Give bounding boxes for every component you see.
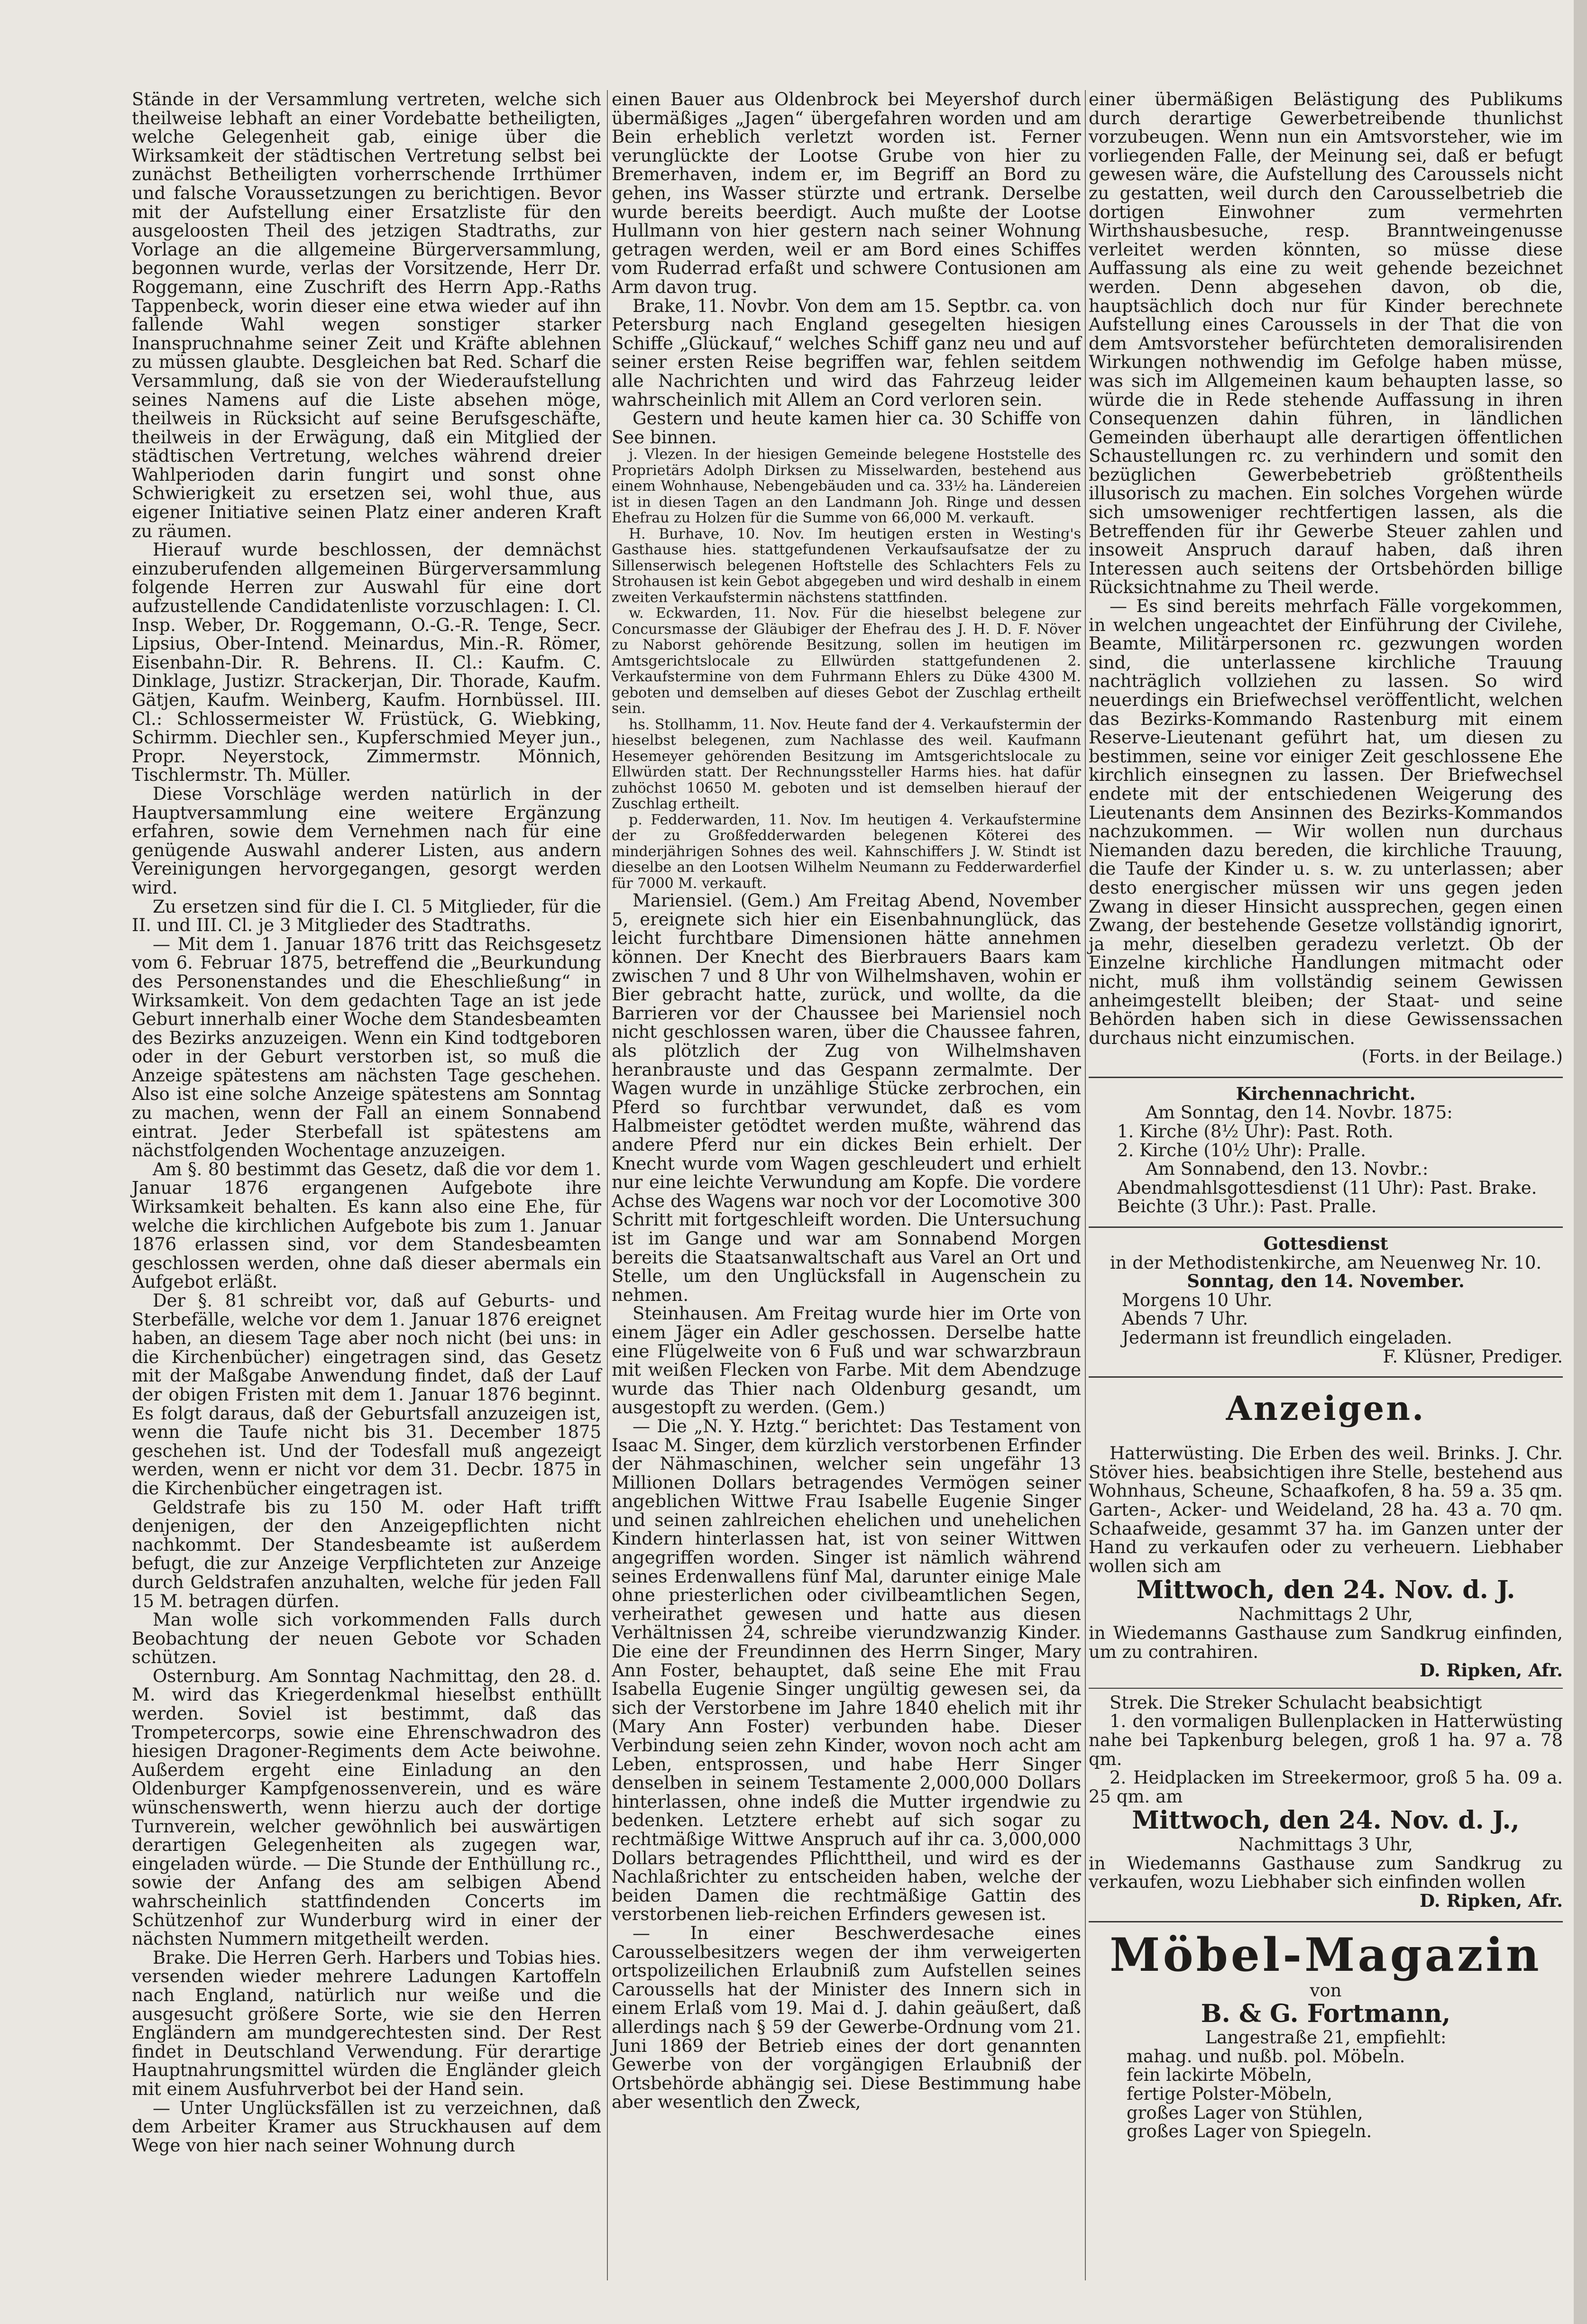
ad-time: Nachmittags 3 Uhr, (1238, 1834, 1413, 1855)
article-paragraph: Der §. 81 schreibt vor, daß auf Geburts- und Sterbefälle, welche vor dem 1. Januar 1876 ereignet haben, an diesem Tage aber noch nicht (bei uns: in die Kirchenbücher) eingetragen sind, das Gesetz mit der Maßgabe Anwendung findet, daß der Lauf der obigen Fristen mit dem 1. Januar 1876 beginnt. Es folgt daraus, daß der Geburtsfall anzuzeigen ist, wenn die Taufe nicht bis 31. December 1875 geschehen ist. Und der Todesfall muß angezeigt werden, wenn er nicht vor dem 31. Decbr. 1875 in die Kirchenbücher eingetragen ist. (132, 1290, 601, 1499)
column-divider (607, 90, 608, 2280)
article-paragraph: Mariensiel. (Gem.) Am Freitag Abend, November 5, ereignete sich hier ein Eisenbahnunglück, das leicht furchtbare Dimensionen hätte annehmen können. Der Knecht des Bierbrauers Baars kam zwischen 7 und 8 Uhr von Wilhelmshaven, wohin er Bier gebracht hatte, zurück, und wollte, da die Barrieren vor der Chaussee bei Mariensiel noch nicht geschlossen waren, über die Chaussee fahren, als plötzlich der Zug von Wilhelmshaven heranbrauste und das Gespann zermalmte. Der Wagen wurde in unzählige Stücke zerbrochen, ein Pferd so furchtbar verwundet, daß es vom Halbmeister getödtet werden mußte, während das andere Pferd nur ein dickes Bein erhielt. Der Knecht wurde vom Wagen geschleudert und erhielt nur eine leichte Verwundung am Kopfe. Die vordere Achse des Wagens war noch vor der Locomotive 300 Schritt mit fortgeschleift worden. Die Untersuchung ist im Gange und war am Sonnabend Morgen bereits die Staatsanwaltschaft aus Varel an Ort und Stelle, um den Unglücksfall in Augenschein zu nehmen. (612, 890, 1081, 1305)
furniture-ad-items (1127, 2047, 1563, 2141)
column-3 (1089, 90, 1563, 2141)
article-paragraph: — Unter Unglücksfällen ist zu verzeichnen, daß dem Arbeiter Kramer aus Struckhausen auf dem Wege von hier nach seiner Wohnung durch (132, 2097, 601, 2156)
ad-place: in Wiedemanns Gasthause zum Sandkrug zu verkaufen, wozu Liebhaber sich einfinden wollen (1089, 1853, 1563, 1893)
service-notice-title: Gottesdienst (1263, 1233, 1388, 1254)
church-notice-title: Kirchennachricht. (1236, 1083, 1416, 1104)
continuation-note: (Forts. in der Beilage.) (1361, 1046, 1563, 1067)
ad-text: Hatterwüsting. Die Erben des weil. Brinks. J. Chr. Stöver hies. beabsichtigen ihre Stelle, bestehend aus Wohnhaus, Scheune, Schaafkofen, 8 ha. 59 a. 35 qm. Garten-, Acker- und Weideland, 28 ha. 43 a. 70 qm. Schaafweide, gesammt 37 ha. im Ganzen unter der Hand zu verkaufen oder zu verheuern. Liebhaber wollen sich am (1089, 1443, 1563, 1576)
sales-notice: hs. Stollhamm, 11. Nov. Heute fand der 4. Verkaufstermin der hieselbst belegenen, zum Nachlasse des weil. Kaufmann Hesemeyer gehörenden Besitzung im Amtsgerichtslocale zu Ellwürden statt. Der Rechnungssteller Harms hies. hat dafür zuhöchst 10650 M. geboten und ist demselben hierauf der Zuschlag ertheilt. (612, 716, 1081, 813)
service-invite: Jedermann ist freundlich eingeladen. (1122, 1327, 1452, 1348)
article-paragraph: — Die „N. Y. Hztg.“ berichtet: Das Testament von Isaac M. Singer, dem kürzlich verstorbenen Erfinder der Nähmaschinen, welcher sein ungefähr 13 Millionen Dollars betragendes Vermögen seiner angeblichen Wittwe Frau Isabelle Eugenie Singer und seinen zahlreichen ehelichen und unehelichen Kindern hinterlassen hat, ist von seiner Wittwen angegriffen worden. Singer ist nämlich während seines Erdenwallens fünf Mal, darunter einige Male ohne priesterlichen oder civilbeamtlichen Segen, verheirathet gewesen und hatte aus diesen Verhältnissen 24, schreibe vierundzwanzig Kinder. Die eine der Freundinnen des Herrn Singer, Mary Ann Foster, behauptet, daß seine Ehe mit Frau Isabella Eugenie Singer ungültig gewesen sei, da sich der Verstorbene im Jahre 1840 ehelich mit ihr (Mary Ann Foster) verbunden habe. Dieser Verbindung seien zehn Kinder, wovon noch acht am Leben, entsprossen, und habe Herr Singer denselben in seinem Testamente 2,000,000 Dollars hinterlassen, ohne indeß die Mutter irgendwie zu bedenken. Letztere erhebt auf sich sogar zu rechtmäßige Wittwe Anspruch auf ihr ca. 3,000,000 Dollars betragendes Pflichttheil, und wird es der Nachlaßrichter zu entscheiden haben, welche der beiden Damen die rechtmäßige Gattin des verstorbenen lieb-reichen Erfinders gewesen ist. (612, 1416, 1081, 1925)
section-rule (1089, 1077, 1563, 1078)
service-signature: F. Klüsner, Prediger. (1383, 1346, 1563, 1367)
article-paragraph: Geldstrafe bis zu 150 M. oder Haft trifft denjenigen, der den Anzeigepflichten nicht nachkommt. Der Standesbeamte ist außerdem befugt, die zur Anzeige Verpflichteten zur Anzeige durch Geldstrafen anzuhalten, welche für jeden Fall 15 M. betragen dürfen. (132, 1497, 601, 1611)
article-paragraph: Brake. Die Herren Gerh. Harbers und Tobias hies. versenden wieder mehrere Ladungen Kartoffeln nach England, natürlich nur weiße und die ausgesucht größere Sorte, wie sie den Herren Engländern am mundgerechtesten sind. Der Rest findet in Deutschland Verwendung. Für derartige Hauptnahrungsmittel würden die Engländer gleich mit einem Ausfuhrverbot bei der Hand sein. (132, 1947, 601, 2099)
article-paragraph: — Mit dem 1. Januar 1876 tritt das Reichsgesetz vom 6. Februar 1875, betreffend die „Beurkundung des Personenstandes und die Eheschließung“ in Wirksamkeit. Von dem gedachten Tage an ist jede Geburt innerhalb einer Woche dem Standesbeamten des Bezirks anzuzeigen. Wenn ein Kind todtgeboren oder in der Geburt verstorben ist, so muß die Anzeige spätestens am nächsten Tage geschehen. Also ist eine solche Anzeige spätestens am Sonntag zu machen, wenn der Fall an einem Sonnabend eintrat. Jeder Sterbefall ist spätestens am nächstfolgenden Wochentage anzuzeigen. (132, 933, 601, 1161)
article-paragraph: einer übermäßigen Belästigung des Publikums durch derartige Gewerbetreibende thunlichst vorzubeugen. Wenn nun ein Amtsvorsteher, wie im vorliegenden Falle, der Meinung sei, daß er befugt gewesen wäre, die Aufstellung des Caroussels nicht zu gestatten, weil durch den Carousselbetrieb die dortigen Einwohner zum vermehrten Wirthshausbesuche, resp. Branntweingenusse verleitet werden könnten, so müsse diese Auffassung als eine zu weit gehende bezeichnet werden. Denn abgesehen davon, ob die, hauptsächlich doch nur für Kinder berechnete Aufstellung eines Caroussels in der That die von dem Amtsvorsteher befürchteten demoralisirenden Wirkungen nothwendig im Gefolge haben müsse, was sich im Allgemeinen kaum behaupten lasse, so würde die in Rede stehende Auffassung in ihren Consequenzen dahin führen, in ländlichen Gemeinden überhaupt alle derartigen öffentlichen Schaustellungen rc. zu verhindern und somit den bezüglichen Gewerbebetrieb größtentheils illusorisch zu machen. Ein solches Vorgehen würde sich umsoweniger rechtfertigen lassen, als die Betreffenden für ihr Gewerbe Steuer zahlen und insoweit Anspruch darauf haben, daß ihren Interessen auch seitens der Ortsbehörden billige Rücksichtnahme zu Theil werde. (1089, 89, 1563, 598)
notice-line: Am Sonnabend, den 13. Novbr.: (1146, 1159, 1429, 1180)
article-paragraph: Stände in der Versammlung vertreten, welche sich theilweise lebhaft an einer Vordebatte betheiligten, welche Gelegenheit gab, einige über die Wirksamkeit der städtischen Vertretung selbst bei zunächst Betheiligten vorherrschende Irrthümer und falsche Voraussetzungen zu berichtigen. Bevor mit der Aufstellung einer Ersatzliste für den ausgeloosten Theil des jetzigen Stadtraths, zur Vorlage an die allgemeine Bürgerversammlung, begonnen wurde, verlas der Vorsitzende, Herr Dr. Roggemann, eine Zuschrift des Herrn App.-Raths Tappenbeck, worin dieser eine etwa wieder auf ihn fallende Wahl wegen sonstiger starker Inanspruchnahme seiner Zeit und Kräfte ablehnen zu müssen glaubte. Desgleichen bat Red. Scharf die Versammlung, daß sie von der Wiederaufstellung seines Namens auf die Liste absehen möge, theilweis in Rücksicht auf seine Berufsgeschäfte, theilweis in der Erwägung, daß ein Mitglied der städtischen Vertretung, welches während dreier Wahlperioden darin fungirt und sonst ohne Schwierigkeit zu ersetzen sei, wohl thue, aus eigener Initiative seinen Platz einer anderen Kraft zu räumen. (132, 89, 601, 541)
church-notice (1117, 1103, 1563, 1216)
column-divider (1085, 90, 1086, 2280)
ad-item: 1. den vormaligen Bullenplacken in Hatterwüsting nahe bei Tapkenburg belegen, groß 1 ha. 97 a. 78 qm. (1089, 1711, 1563, 1769)
sales-notice: j. Vlezen. In der hiesigen Gemeinde belegene Hoststelle des Proprietärs Adolph Dirksen zu Misselwarden, bestehend aus einem Wohnhause, Nebengebäuden und ca. 33½ ha. Ländereien ist in diesen Tagen an den Landmann Joh. Ringe und dessen Ehefrau zu Holzen für die Summe von 66,000 M. verkauft. (612, 446, 1081, 527)
article-paragraph: Hierauf wurde beschlossen, der demnächst einzuberufenden allgemeinen Bürgerversammlung folgende Herren zur Auswahl für eine dort aufzustellende Candidatenliste vorzuschlagen: I. Cl. Insp. Weber, Dr. Roggemann, O.-G.-R. Tenge, Secr. Lipsius, Ober-Intend. Meinardus, Min.-R. Römer, Eisenbahn-Dir. R. Behrens. II. Cl.: Kaufm. C. Dinklage, Justizr. Strackerjan, Dir. Thorade, Kaufm. Gätjen, Kaufm. Weinberg, Kaufm. Hornbüssel. III. Cl.: Schlossermeister W. Früstück, G. Wiebking, Schirmm. Diechler sen., Kupferschmied Meyer jun., Propr. Neyerstock, Zimmermstr. Mönnich, Tischlermstr. Th. Müller. (132, 540, 601, 786)
ad-place: in Wiedemanns Gasthause zum Sandkrug einfinden, um zu contrahiren. (1089, 1622, 1563, 1662)
notice-line: Am Sonntag, den 14. Novbr. 1875: (1146, 1102, 1453, 1123)
furniture-ad-street: Langestraße 21, empfiehlt: (1205, 2027, 1447, 2048)
ad-item: 2. Heidplacken im Streekermoor, groß 5 ha. 09 a. 25 qm. am (1089, 1767, 1563, 1807)
ads-heading: Anzeigen. (1226, 1389, 1426, 1428)
furniture-ad-von: von (1310, 1980, 1342, 2001)
sales-notice: w. Eckwarden, 11. Nov. Für die hieselbst belegene zur Concursmasse der Gläubiger der Ehefrau des J. H. D. F. Növer zu Naborst gehörende Besitzung, sollen im heutigen im Amtsgerichtslocale zu Ellwürden stattgefundenen 2. Verkaufstermine von dem Fuhrmann Ehlers zu Düke 4300 M. geboten und demselben auf dieses Gebot der Zuschlag ertheilt sein. (612, 605, 1081, 717)
notice-line: 2. Kirche (10½ Uhr): Pralle. (1117, 1140, 1366, 1161)
service-location: in der Methodistenkirche, am Neuenweg Nr. 10. (1110, 1252, 1542, 1273)
section-rule (1089, 1376, 1563, 1378)
notice-line: 1. Kirche (8½ Uhr): Past. Roth. (1117, 1121, 1394, 1142)
article-paragraph: Gestern und heute kamen hier ca. 30 Schiffe von See binnen. (612, 408, 1081, 448)
notice-line: Abendmahlsgottesdienst (11 Uhr): Past. Brake. (1117, 1177, 1537, 1198)
column-1 (132, 90, 601, 2155)
sales-notice: p. Fedderwarden, 11. Nov. Im heutigen 4. Verkaufstermine der zu Großfedderwarden belegenen Köterei des minderjährigen Sohnes des weil. Kahnschiffers J. W. Stindt ist dieselbe an den Lootsen Wilhelm Neumann zu Fedderwarderfiel für 7000 M. verkauft. (612, 811, 1081, 892)
ad-time: Nachmittags 2 Uhr, (1238, 1604, 1413, 1625)
furniture-item: großes Lager von Stühlen, (1127, 2102, 1363, 2123)
ad-date: Mittwoch, den 24. Nov. d. J., (1132, 1806, 1520, 1835)
column-2 (612, 90, 1081, 2112)
service-time: Abends 7 Uhr. (1122, 1308, 1248, 1329)
service-date: Sonntag, den 14. November. (1187, 1271, 1465, 1292)
article-paragraph: Steinhausen. Am Freitag wurde hier im Orte von einem Jäger ein Adler geschossen. Derselbe hatte eine Flügelweite von 6 Fuß und war schwarzbraun mit weißen Flecken von Farbe. Mit dem Abendzuge wurde das Thier nach Oldenburg gesandt, um ausgestopft zu werden. (Gem.) (612, 1303, 1081, 1418)
ad-rule (1089, 1921, 1563, 1922)
furniture-ad-heading: Möbel-Magazin (1110, 1928, 1542, 1982)
article-paragraph: Am §. 80 bestimmt das Gesetz, daß die vor dem 1. Januar 1876 ergangenen Aufgebote ihre Wirksamkeit behalten. Es kann also eine Ehe, für welche die kirchlichen Aufgebote bis zum 1. Januar 1876 erlassen sind, vor dem Standesbeamten geschlossen werden, ohne daß dieser abermals ein Aufgebot erläßt. (132, 1159, 601, 1292)
furniture-item: großes Lager von Spiegeln. (1127, 2121, 1372, 2142)
ad-text: Strek. Die Streker Schulacht beabsichtigt (1110, 1692, 1482, 1713)
article-paragraph: Man wolle sich vorkommenden Falls durch Beobachtung der neuen Gebote vor Schaden schützen. (132, 1610, 601, 1668)
article-paragraph: — In einer Beschwerdesache eines Carousselbesitzers wegen der ihm verweigerten ortspolizeilichen Erlaubniß zum Aufstellen seines Caroussells hat der Minister des Innern sich in einem Erlaß vom 19. Mai d. J. dahin geäußert, daß allerdings nach § 59 der Gewerbe-Ordnung vom 21. Juni 1869 der Betrieb eines der dort genannten Gewerbe von der vorgängigen Erlaubniß der Ortsbehörde abhängig sei. Diese Bestimmung habe aber wesentlich den Zweck, (612, 1922, 1081, 2113)
ad-date: Mittwoch, den 24. Nov. d. J. (1136, 1575, 1515, 1605)
notice-line: Beichte (3 Uhr.): Past. Pralle. (1117, 1196, 1377, 1217)
furniture-ad-firm: B. & G. Fortmann, (1201, 1999, 1451, 2029)
ad-signature: D. Ripken, Afr. (1420, 1660, 1563, 1681)
section-rule (1089, 1226, 1563, 1228)
page-edge (1574, 0, 1587, 2324)
article-paragraph: Zu ersetzen sind für die I. Cl. 5 Mitglieder, für die II. und III. Cl. je 3 Mitglieder des Stadtraths. (132, 896, 601, 936)
sales-notice: H. Burhave, 10. Nov. Im heutigen ersten in Westing's Gasthause hies. stattgefundenen Verkaufsaufsatze der zu Sillenserwisch belegenen Hoftstelle des Schlachters Fels zu Strohausen ist kein Gebot abgegeben und wird deshalb in einem zweiten Verkaufstermin nächstens stattfinden. (612, 525, 1081, 606)
article-paragraph: einen Bauer aus Oldenbrock bei Meyershof durch übermäßiges „Jagen“ übergefahren worden und am Bein erheblich verletzt worden ist. Ferner verunglückte der Lootse Grube von hier zu Bremerhaven, indem er, im Begriff an Bord zu gehen, ins Wasser stürzte und ertrank. Derselbe wurde bereits beerdigt. Auch mußte der Lootse Hullmann von hier gestern nach seiner Wohnung getragen werden, weil er am Bord eines Schiffes vom Ruderrad erfaßt und schwere Contusionen am Arm davon trug. (612, 89, 1081, 297)
article-paragraph: Diese Vorschläge werden natürlich in der Hauptversammlung eine weitere Ergänzung erfahren, sowie dem Vernehmen nach für eine genügende Auswahl anderer Listen, aus andern Vereinigungen hervorgegangen, gesorgt werden wird. (132, 783, 601, 898)
furniture-item: fein lackirte Möbeln, (1127, 2065, 1312, 2086)
sales-notices (612, 447, 1081, 891)
ad-signature: D. Ripken, Afr. (1420, 1890, 1563, 1912)
furniture-item: fertige Polster-Möbeln, (1127, 2084, 1332, 2104)
article-paragraph: — Es sind bereits mehrfach Fälle vorgekommen, in welchen ungeachtet der Einführung der Civilehe, Beamte, Militärpersonen rc. gezwungen worden sind, die unterlassene kirchliche Trauung nachträglich vollziehen zu lassen. So wird neuerdings ein Briefwechsel veröffentlicht, welchen das Bezirks-Kommando Rastenburg mit einem Reserve-Lieutenant geführt hat, um diesen zu bestimmen, seine vor einiger Zeit geschlossene Ehe kirchlich einsegnen zu lassen. Der Briefwechsel endete mit der entschiedenen Weigerung des Lieutenants dem Ansinnen des Bezirks-Kommandos nachzukommen. — Wir wollen nun durchaus Niemanden dazu bereden, die kirchliche Trauung, die Taufe der Kinder u. s. w. zu unterlassen; aber desto energischer müssen wir uns gegen jeden Zwang in dieser Hinsicht aussprechen, gegen einen Zwang, der bestehende Gesetze vollständig ignorirt, ja mehr, dieselben geradezu verletzt. Ob der Einzelne kirchliche Handlungen mitmacht oder nicht, muß ihm vollständig seinem Gewissen anheimgestellt bleiben; der Staat- und seine Behörden haben sich in diese Gewissenssachen durchaus nicht einzumischen. (1089, 596, 1563, 1048)
article-paragraph: Osternburg. Am Sonntag Nachmittag, den 28. d. M. wird das Kriegerdenkmal hieselbst enthüllt werden. Soviel ist bestimmt, daß das Trompetercorps, sowie eine Ehrenschwadron des hiesigen Dragoner-Regiments dem Acte beiwohne. Außerdem ergeht eine Einladung an den Oldenburger Kampfgenossenverein, und es wäre wünschenswerth, wenn hierzu auch der dortige Turnverein, welcher gewöhnlich bei auswärtigen derartigen Gelegenheiten als zugegen war, eingeladen würde. — Die Stunde der Enthüllung rc., sowie der Anfang des am selbigen Abend wahrscheinlich stattfindenden Concerts im Schützenhof zur Wunderburg wird in einer der nächsten Nummern mitgetheilt werden. (132, 1665, 601, 1949)
service-time: Morgens 10 Uhr. (1122, 1290, 1273, 1310)
ad-rule (1089, 1688, 1563, 1689)
article-paragraph: Brake, 11. Novbr. Von dem am 15. Septbr. ca. von Petersburg nach England gesegelten hiesigen Schiffe „Glückauf,“ welches Schiff ganz neu und auf seiner ersten Reise begriffen war, fehlen seitdem alle Nachrichten und wird das Fahrzeug leider wahrscheinlich mit Allem an Cord verloren sein. (612, 295, 1081, 410)
furniture-item: mahag. und nußb. pol. Möbeln. (1127, 2046, 1405, 2067)
